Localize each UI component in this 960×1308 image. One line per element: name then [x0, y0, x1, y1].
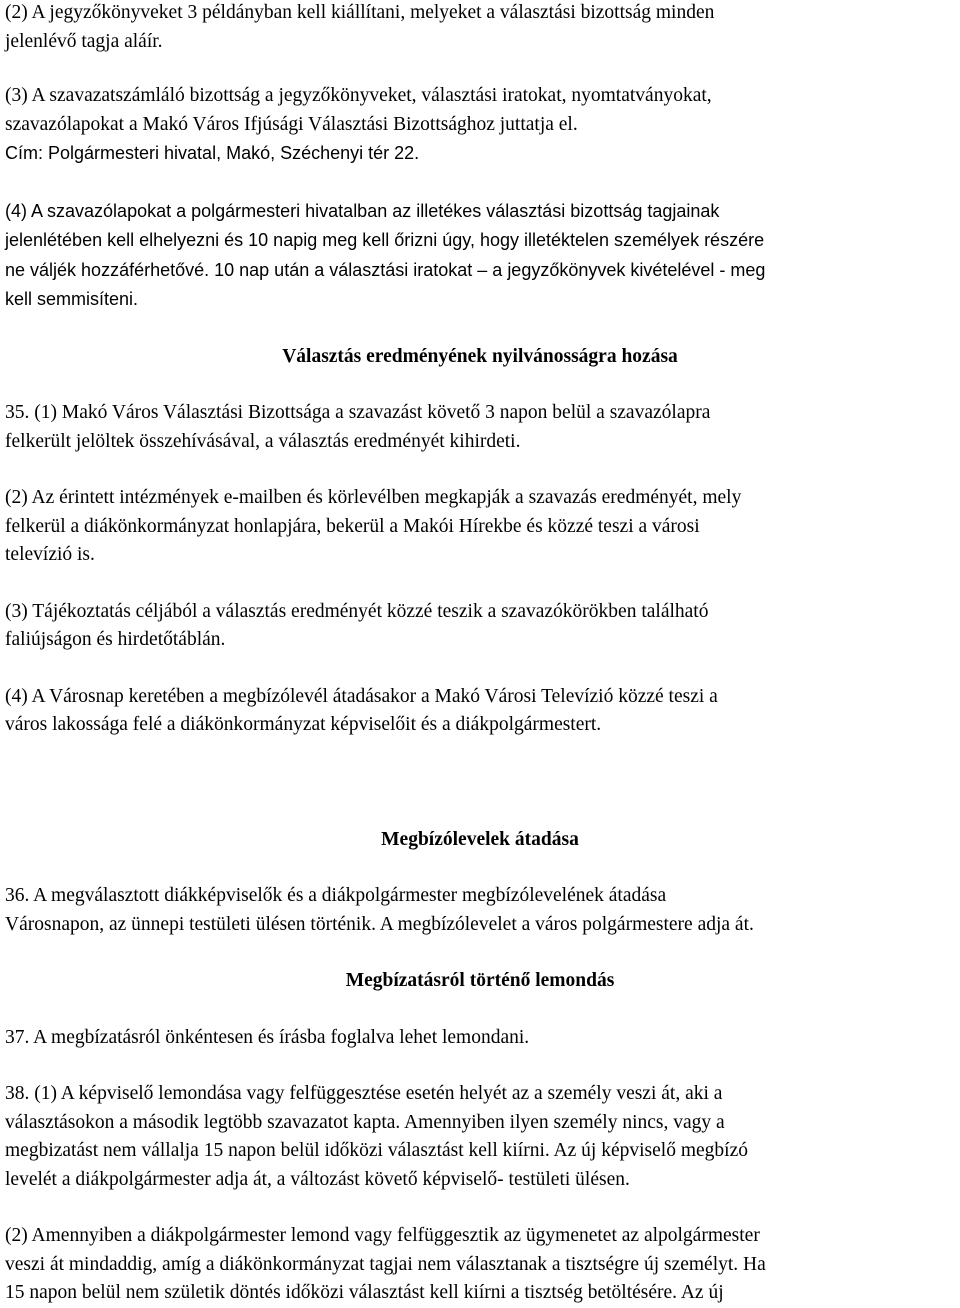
text-line: 35. (1) Makó Város Választási Bizottsága a szavazást követő 3 napon belül a szavazólapra	[5, 402, 711, 423]
text-line: (3) A szavazatszámláló bizottság a jegyzőkönyveket, választási iratokat, nyomtatványokat,	[5, 85, 712, 106]
text-line: 36. A megválasztott diákképviselők és a diákpolgármester megbízólevelének átadása	[5, 885, 667, 906]
paragraph-37-resignation	[5, 1024, 955, 1053]
text-line: levelét a diákpolgármester adja át, a változást követő képviselő- testületi ülésen.	[5, 1168, 630, 1190]
text-line: megbizatást nem vállalja 15 napon belül időközi választást kell kiírni. Az új képviselő megbízó	[5, 1140, 748, 1161]
text-line: (2) A jegyzőkönyveket 3 példányban kell kiállítani, melyeket a választási bizottság minden	[5, 2, 715, 23]
text-line: jelenlévő tagja aláír.	[5, 30, 163, 52]
paragraph-35-3-bulletin	[5, 598, 955, 655]
text-line: Városnapon, az ünnepi testületi ülésen történik. A megbízólevelet a város polgármestere adja át.	[5, 913, 754, 935]
document-page	[5, 0, 955, 1308]
text-line: kell semmisíteni.	[5, 289, 139, 309]
paragraph-35-2-institutions	[5, 484, 955, 570]
text-line: felkerül a diákönkormányzat honlapjára, bekerül a Makói Hírekbe és közzé teszi a városi	[5, 515, 700, 537]
text-line: faliújságon és hirdetőtáblán.	[5, 629, 226, 650]
text-line: (4) A Városnap keretében a megbízólevél átadásakor a Makó Városi Televízió közzé teszi a	[5, 685, 718, 707]
paragraph-2-minutes-signing	[5, 0, 955, 56]
text-line: város lakossága felé a diákönkormányzat képviselőit és a diákpolgármestert.	[5, 714, 602, 735]
paragraph-38-1-replacement	[5, 1080, 955, 1194]
paragraph-4-ballot-storage	[5, 197, 955, 315]
text-line: 38. (1) A képviselő lemondása vagy felfüggesztése esetén helyét az a személy veszi át, aki a	[5, 1083, 723, 1104]
section-heading-results-publication: Választás eredményének nyilvánosságra hozása	[282, 345, 678, 367]
address-line: Cím: Polgármesteri hivatal, Makó, Széchenyi tér 22.	[5, 143, 420, 163]
text-line: televízió is.	[5, 544, 95, 565]
text-line: (4) A szavazólapokat a polgármesteri hivatalban az illetékes választási bizottság tagjainak	[5, 200, 720, 221]
paragraph-36-credentials-handover	[5, 882, 955, 939]
text-line: választásokon a második legtöbb szavazatot kapta. Amennyiben ilyen személy nincs, vagy a	[5, 1111, 725, 1133]
text-line: 37. A megbízatásról önkéntesen és írásba foglalva lehet lemondani.	[5, 1026, 530, 1048]
section-heading-credentials: Megbízólevelek átadása	[381, 828, 579, 850]
text-line: szavazólapokat a Makó Város Ifjúsági Választási Bizottsághoz juttatja el.	[5, 113, 578, 135]
text-line: felkerült jelöltek összehívásával, a választás eredményét kihirdeti.	[5, 430, 521, 452]
section-heading-resignation: Megbízatásról történő lemondás	[345, 970, 615, 991]
paragraph-35-4-city-day	[5, 683, 955, 740]
paragraph-38-2-deputy	[5, 1222, 955, 1308]
paragraph-35-1-announcement	[5, 399, 955, 456]
text-line: veszi át mindaddig, amíg a diákönkormányzat tagjai nem választanak a tisztségre új személyt. Ha	[5, 1253, 766, 1275]
text-line: (3) Tájékoztatás céljából a választás eredményét közzé teszik a szavazókörökben található	[5, 600, 709, 622]
text-line: jelenlétében kell elhelyezni és 10 napig meg kell őrizni úgy, hogy illetéktelen személyek részére	[5, 230, 765, 250]
text-line: (2) Amennyiben a diákpolgármester lemond vagy felfüggesztik az ügymenetet az alpolgármester	[5, 1225, 760, 1246]
text-line: (2) Az érintett intézmények e-mailben és körlevélben megkapják a szavazás eredményét, mely	[5, 487, 742, 508]
text-line: ne váljék hozzáférhetővé. 10 nap után a választási iratokat – a jegyzőkönyvek kivételével - meg	[5, 259, 766, 280]
text-line: 15 napon belül nem születik döntés időközi választást kell kiírni a tisztség betöltésére. Az új	[5, 1282, 724, 1303]
paragraph-3-documents-delivery	[5, 82, 955, 169]
